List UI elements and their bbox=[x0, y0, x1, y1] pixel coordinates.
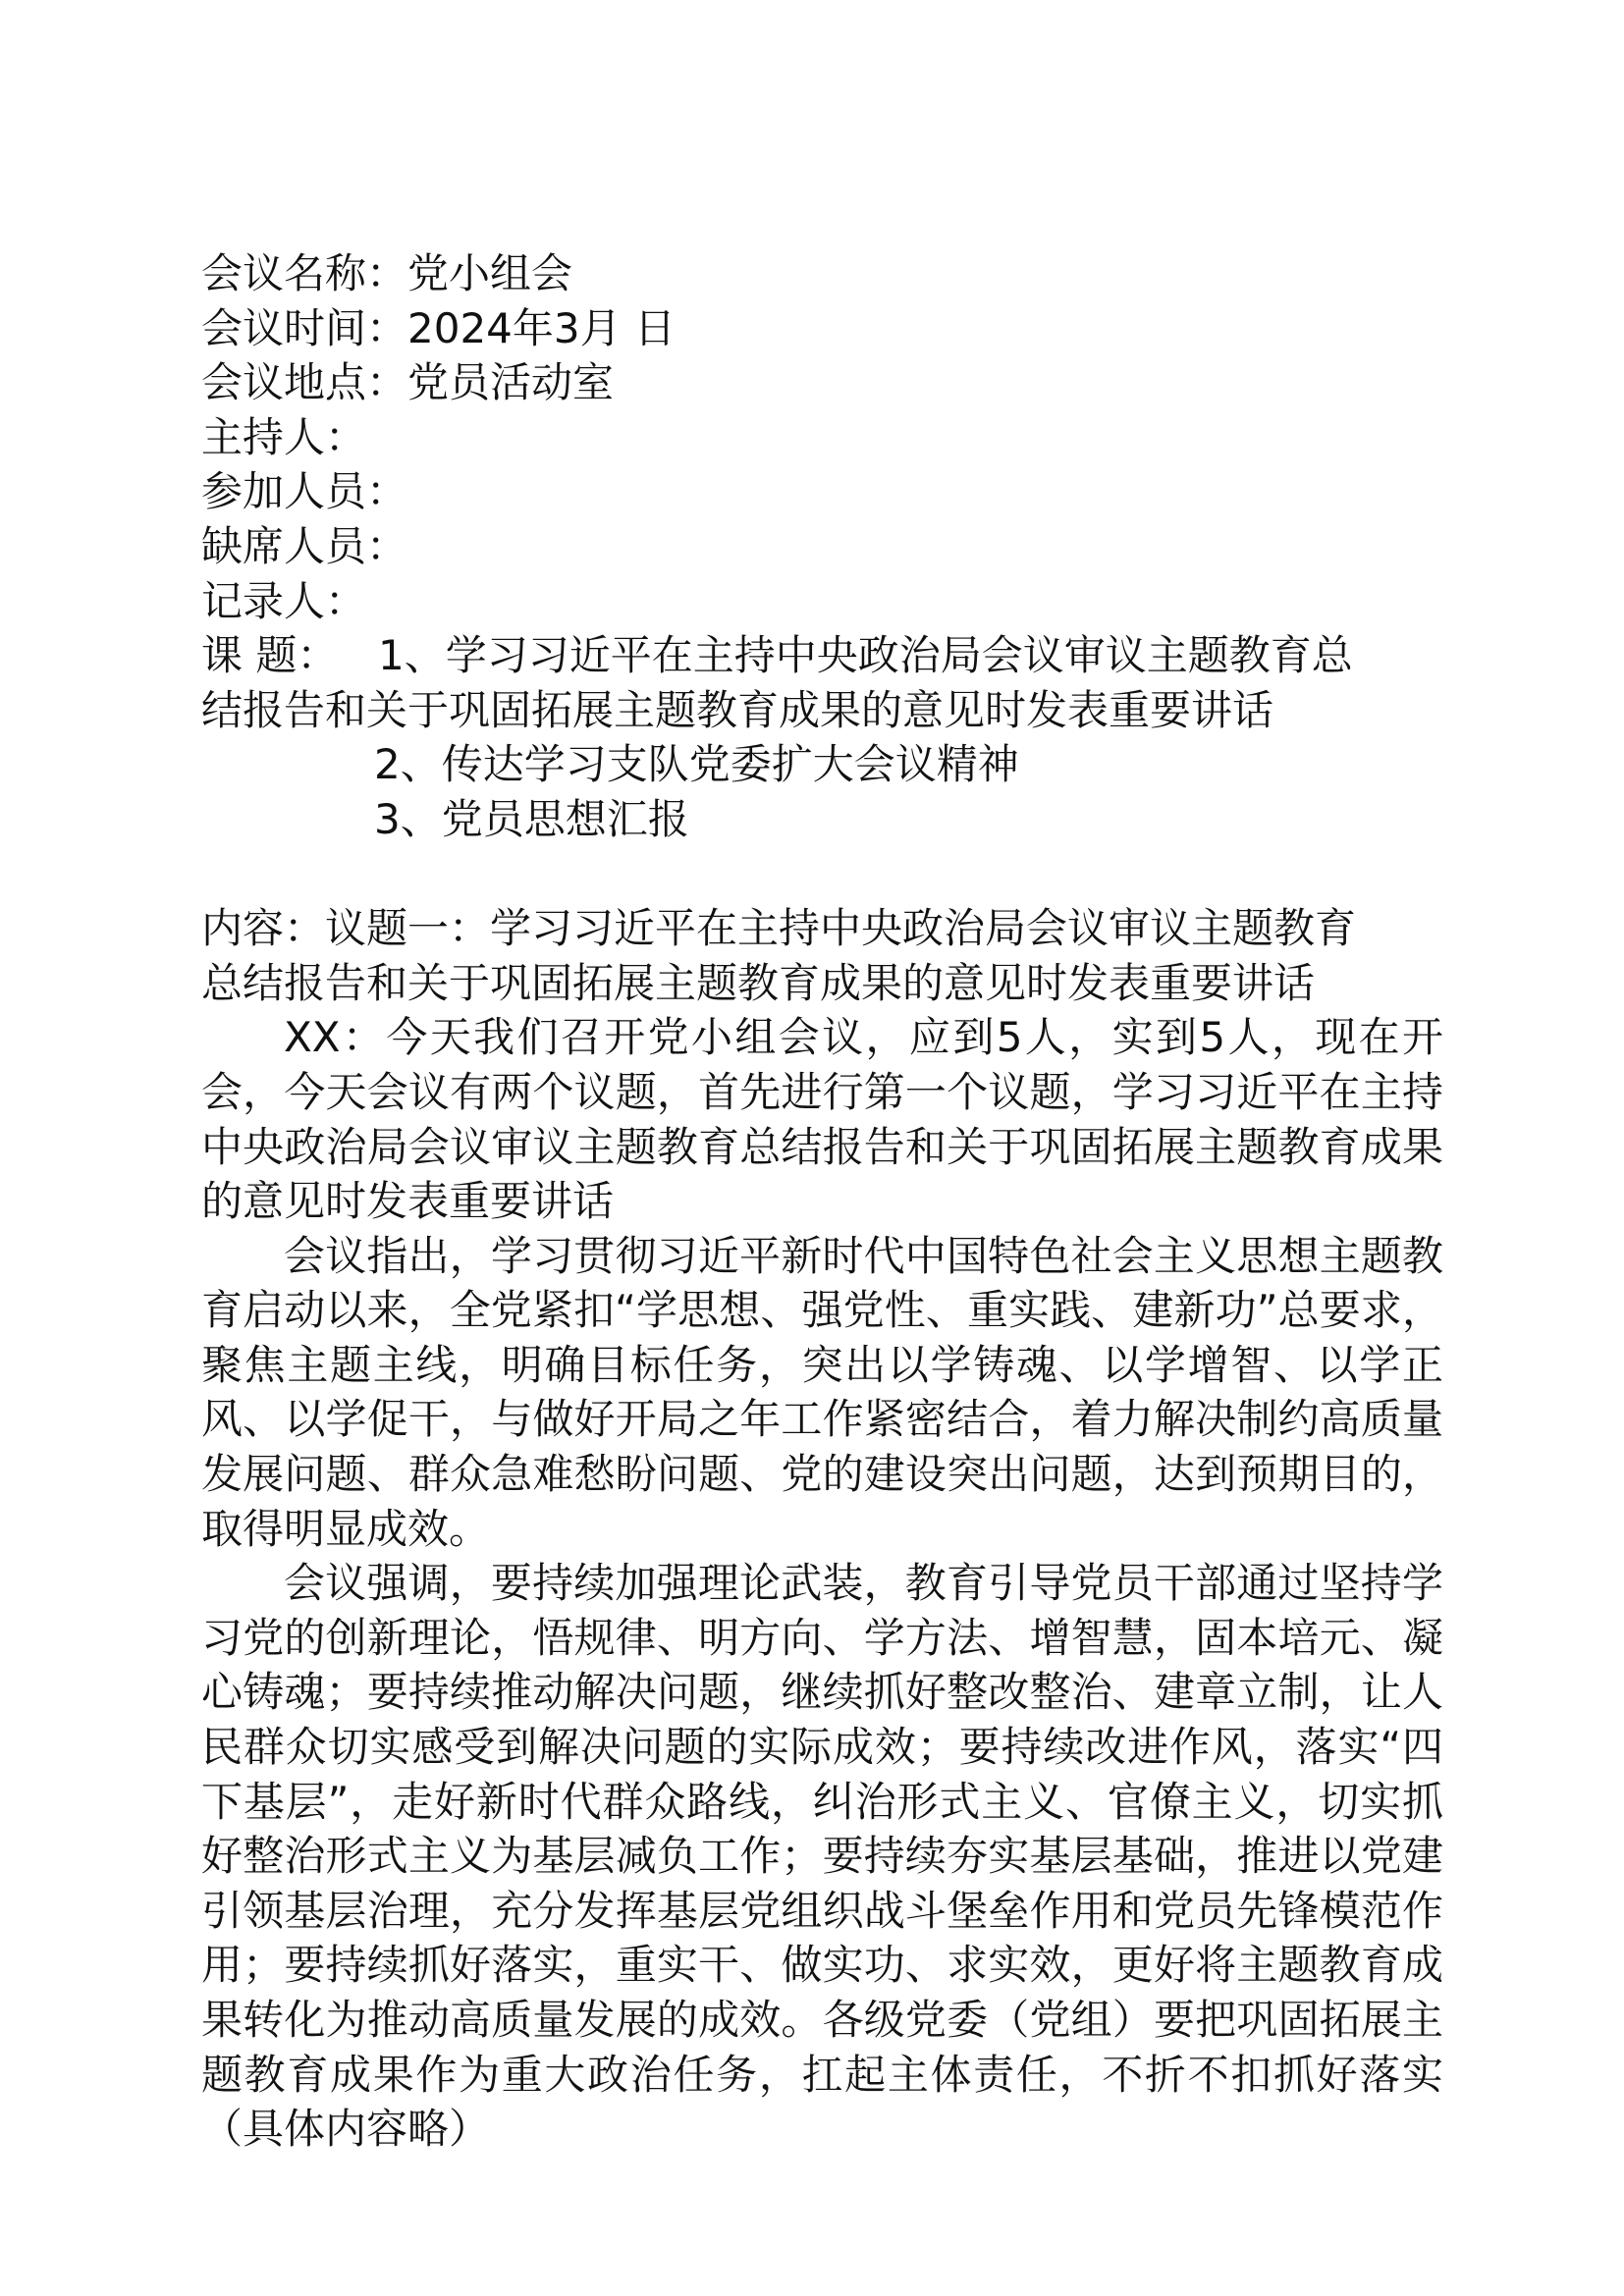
topic-row-1 bbox=[201, 628, 1443, 683]
paragraph-meeting-emphasis: 会议强调，要持续加强理论武装，教育引导党员干部通过坚持学习党的创新理论，悟规律、明方向、学方法、增智慧，固本培元、凝心铸魂；要持续推动解决问题，继续抓好整改整治、建章立制，让人民群众切实感受到解决问题的实际成效；要持续改进作风，落实“四下基层”，走好新时代群众路线，纠治形式主义、官僚主义，切实抓好整治形式主义为基层减负工作；要持续夯实基层基础，推进以党建引领基层治理，充分发挥基层党组织战斗堡垒作用和党员先锋模范作用；要持续抓好落实，重实干、做实功、求实效，更好将主题教育成果转化为推动高质量发展的成效。各级党委（党组）要把巩固拓展主题教育成果作为重大政治任务，扛起主体责任，不折不扣抓好落实（具体内容略） bbox=[201, 1559, 1443, 2154]
absentees-label: 缺席人员： bbox=[201, 521, 408, 570]
recorder-row bbox=[201, 574, 1443, 629]
meeting-name-row bbox=[201, 246, 1443, 301]
paragraph-meeting-points: 会议指出，学习贯彻习近平新时代中国特色社会主义思想主题教育启动以来，全党紧扣“学思想、强党性、重实践、建新功”总要求，聚焦主题主线，明确目标任务，突出以学铸魂、以学增智、以学正风、以学促干，与做好开局之年工作紧密结合，着力解决制约高质量发展问题、群众急难愁盼问题、党的建设突出问题，达到预期目的，取得明显成效。 bbox=[201, 1231, 1443, 1553]
topic-row-2 bbox=[201, 737, 1443, 792]
topic-item-2: 2、传达学习支队党委扩大会议精神 bbox=[374, 740, 1019, 789]
meeting-name-label: 会议名称： bbox=[201, 249, 408, 297]
topics-label: 课 题： bbox=[201, 631, 339, 680]
topic-item-1-line-2: 结报告和关于巩固拓展主题教育成果的意见时发表重要讲话 bbox=[201, 685, 1274, 734]
meeting-time-label: 会议时间： bbox=[201, 303, 408, 352]
content-heading-row-2 bbox=[201, 956, 1443, 1011]
meeting-time-row bbox=[201, 301, 1443, 356]
topic-row-3 bbox=[201, 792, 1443, 847]
host-row bbox=[201, 410, 1443, 465]
attendees-label: 参加人员： bbox=[201, 467, 408, 516]
meeting-location-row bbox=[201, 355, 1443, 410]
topic-item-1-line-1: 1、学习习近平在主持中央政治局会议审议主题教育总 bbox=[378, 631, 1353, 680]
meeting-name-value: 党小组会 bbox=[407, 249, 573, 297]
meeting-location-label: 会议地点： bbox=[201, 358, 408, 407]
topic-row-1-cont bbox=[201, 683, 1443, 738]
content-heading-line-1: 内容：议题一：学习习近平在主持中央政治局会议审议主题教育 bbox=[201, 904, 1357, 953]
absentees-row bbox=[201, 519, 1443, 574]
paragraph-opening: XX：今天我们召开党小组会议，应到5人，实到5人，现在开会，今天会议有两个议题，首先进行第一个议题，学习习近平在主持中央政治局会议审议主题教育总结报告和关于巩固拓展主题教育成果的意见时发表重要讲话 bbox=[201, 1013, 1443, 1226]
attendees-row bbox=[201, 464, 1443, 519]
topic-item-3: 3、党员思想汇报 bbox=[374, 794, 689, 843]
meeting-record bbox=[201, 246, 1443, 2157]
spacer bbox=[201, 847, 1443, 902]
content-heading-row-1 bbox=[201, 901, 1443, 956]
host-label: 主持人： bbox=[201, 412, 367, 461]
recorder-label: 记录人： bbox=[201, 576, 367, 625]
meeting-location-value: 党员活动室 bbox=[407, 358, 615, 407]
content-heading-line-2: 总结报告和关于巩固拓展主题教育成果的意见时发表重要讲话 bbox=[201, 958, 1316, 1007]
content-body bbox=[201, 1010, 1443, 2156]
meeting-time-value: 2024年3月 日 bbox=[407, 303, 676, 352]
